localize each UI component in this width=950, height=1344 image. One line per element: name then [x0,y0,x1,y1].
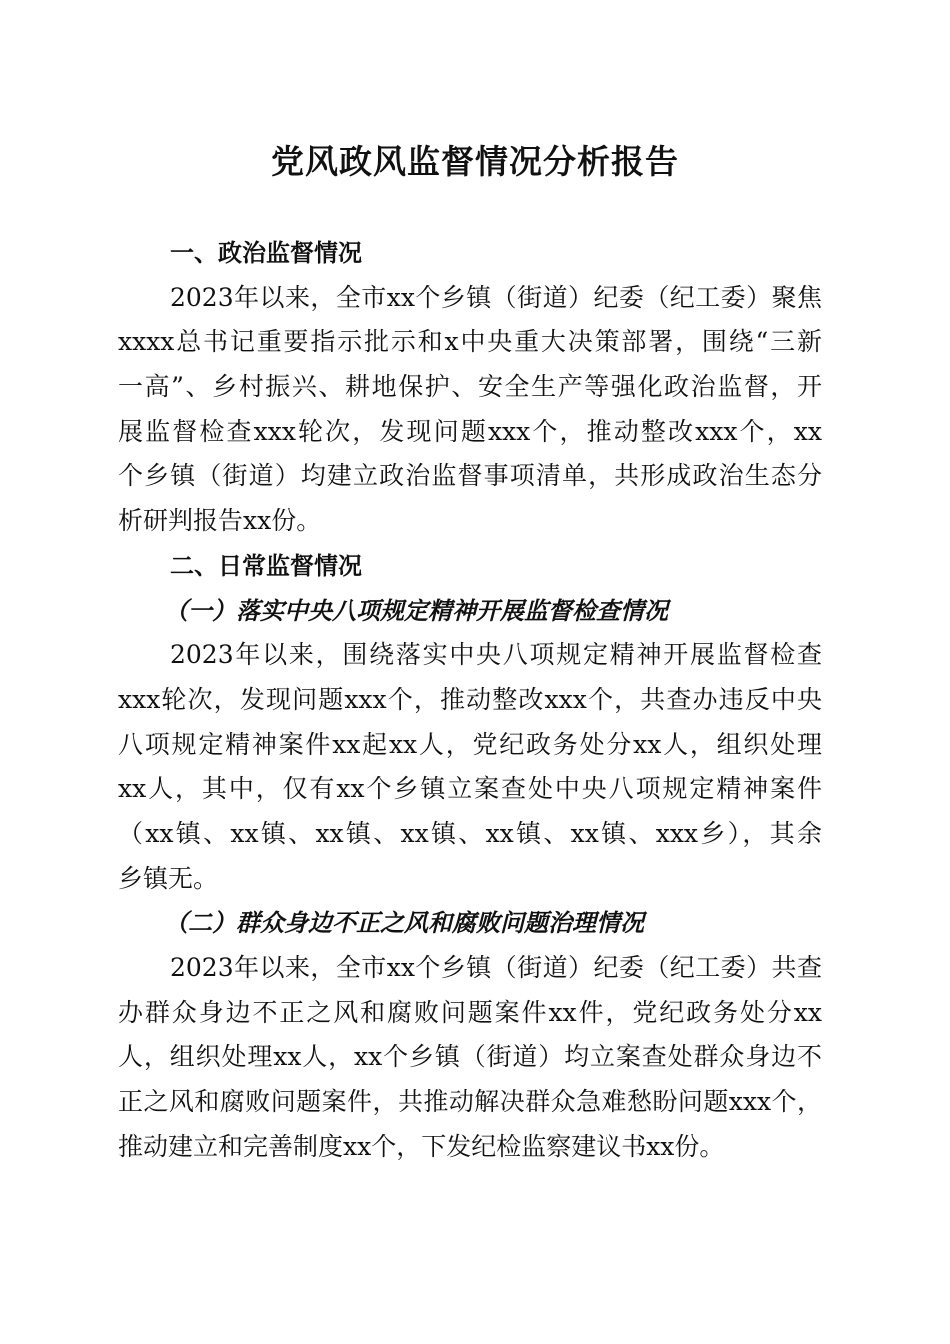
paragraph [118,276,822,544]
paragraph-line: 八项规定精神案件xx起xx人，党纪政务处分xx人，组织处理 [118,729,822,759]
subsection-heading: （一）落实中央八项规定精神开展监督检查情况 [164,595,668,625]
paragraph-line: xxxx总书记重要指示批示和x中央重大决策部署，围绕“三新 [118,327,822,357]
document-body [118,231,822,1169]
paragraph-line: 一高”、乡村振兴、耕地保护、安全生产等强化政治监督，开 [118,372,822,402]
paragraph-line: 乡镇无。 [118,863,219,893]
subsection-heading: （二）群众身边不正之风和腐败问题治理情况 [164,908,644,938]
paragraph-line: 析研判报告xx份。 [118,506,322,536]
paragraph-line: 人，组织处理xx人，xx个乡镇（街道）均立案查处群众身边不 [118,1042,822,1072]
paragraph-line: （xx镇、xx镇、xx镇、xx镇、xx镇、xx镇、xxx乡），其余 [118,818,822,848]
paragraph-line: 办群众身边不正之风和腐败问题案件xx件，党纪政务处分xx [118,997,822,1027]
section-heading: 一、政治监督情况 [170,239,362,267]
document-title: 党风政风监督情况分析报告 [271,142,679,181]
paragraph-line: 推动建立和完善制度xx个，下发纪检监察建议书xx份。 [118,1131,725,1161]
section-heading: 二、日常监督情况 [170,551,362,580]
paragraph-line: xx人，其中，仅有xx个乡镇立案查处中央八项规定精神案件 [118,774,822,804]
paragraph-line: 个乡镇（街道）均建立政治监督事项清单，共形成政治生态分 [118,461,822,491]
paragraph-line: 2023年以来，全市xx个乡镇（街道）纪委（纪工委）共查 [170,953,822,982]
paragraph [118,946,822,1169]
paragraph-line: xxx轮次，发现问题xxx个，推动整改xxx个，共查办违反中央 [118,684,822,714]
paragraph-line: 2023年以来，围绕落实中央八项规定精神开展监督检查 [170,640,822,670]
paragraph-line: 正之风和腐败问题案件，共推动解决群众急难愁盼问题xxx个， [118,1087,822,1117]
paragraph-line: 2023年以来，全市xx个乡镇（街道）纪委（纪工委）聚焦 [170,282,822,312]
paragraph [118,633,822,901]
paragraph-line: 展监督检查xxx轮次，发现问题xxx个，推动整改xxx个，xx [118,416,822,446]
